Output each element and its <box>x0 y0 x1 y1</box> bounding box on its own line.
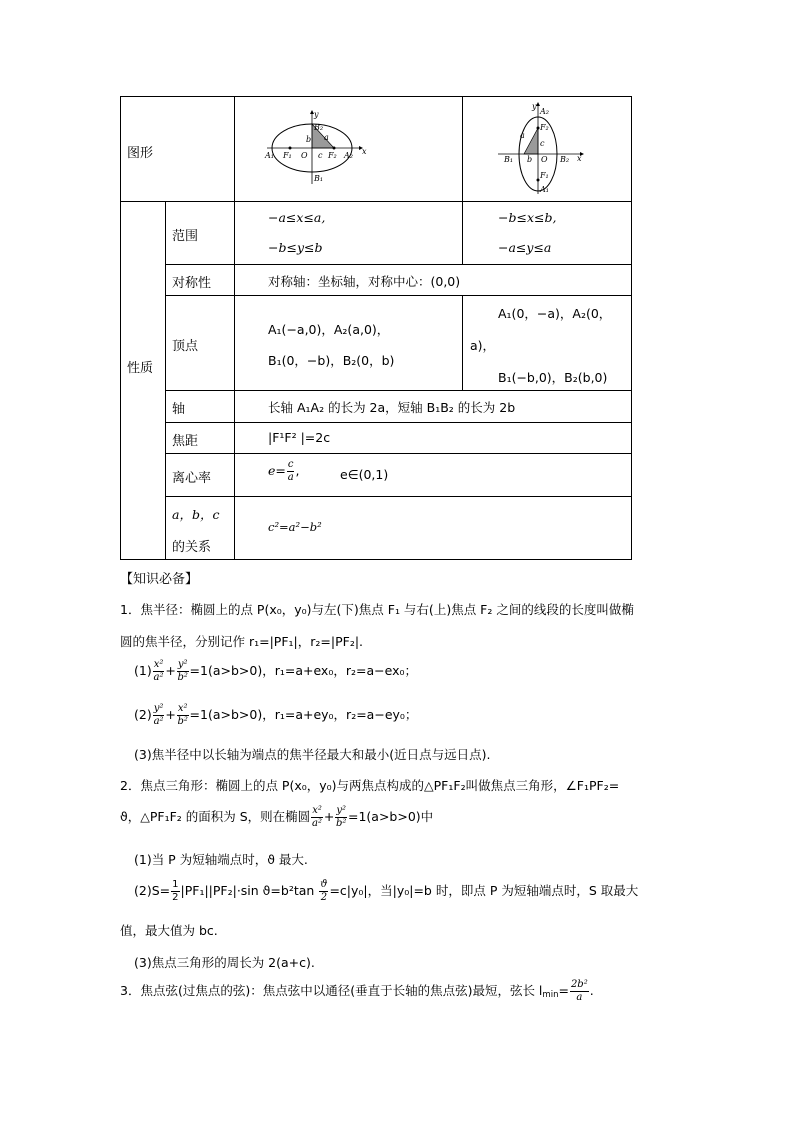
focal-radius-para-1: 1．焦半径：椭圆上的点 P(x₀，y₀)与左(下)焦点 F₁ 与右(上)焦点 F₂ 之间的线段的长度叫做椭 <box>120 602 634 617</box>
focal-triangle-para-1: 2．焦点三角形：椭圆上的点 P(x₀，y₀)与两焦点构成的△PF₁F₂叫做焦点三角形，∠F₁PF₂= <box>120 778 620 793</box>
focal-chord-para: 3．焦点弦(过焦点的弦)：焦点弦中以通径(垂直于长轴的焦点弦)最短，弦长 $l_{min}=$ $\frac{\text{2b²}}{a}$ . <box>120 979 594 1003</box>
label-x: x <box>577 154 582 163</box>
focal-triangle-item-3: (3)焦点三角形的周长为 2(a+c). <box>134 955 315 970</box>
label-y: y <box>532 102 537 111</box>
range-vertical-2: −a≤y≤a <box>498 240 552 255</box>
focal-triangle-item-2: (2)S= $\frac{1}{2}$ |PF₁||PF₂|·sin ϑ=b²tan $\frac{ϑ}{2}$ =c|y₀|，当|y₀|=b 时，即点 P 为短轴端点时，S 取最大 <box>134 879 639 903</box>
label-A1: A₁ <box>540 185 549 194</box>
label-a: a <box>520 131 525 140</box>
label-F1: F₁ <box>283 151 292 160</box>
label-b: b <box>527 155 533 164</box>
label-A1: A₁ <box>265 151 274 160</box>
row-label-eccentricity: 离心率 <box>172 471 212 486</box>
row-label-axis: 轴 <box>172 402 186 417</box>
label-F2: F₂ <box>540 123 549 132</box>
vertex-vertical-3: B₁(−b,0)，B₂(b,0) <box>498 370 608 385</box>
focal-triangle-para-2: ϑ，△PF₁F₂ 的面积为 S，则在椭圆 $\frac{\text{x²}}{\text{a²}}$ + $\frac{\text{y²}}{\text{b²}}$ =1(a>b>0)中 <box>120 805 434 829</box>
label-B2: B₂ <box>560 155 570 164</box>
label-c: c <box>540 139 545 148</box>
label-x: x <box>362 147 367 156</box>
section-heading: 【知识必备】 <box>120 572 199 587</box>
focal-radius-item-2: (2) $\frac{\text{y²}}{\text{a²}}$ + $\frac{\text{x²}}{\text{b²}}$ =1(a>b>0)，r₁=a+ey₀，r₂=a−ey₀； <box>134 703 418 727</box>
label-A2: A₂ <box>344 151 353 160</box>
label-O: O <box>541 155 548 164</box>
symmetry-value: 对称轴：坐标轴，对称中心：(0,0) <box>268 274 461 289</box>
axis-value: 长轴 A₁A₂ 的长为 2a，短轴 B₁B₂ 的长为 2b <box>268 400 516 415</box>
row-label-range: 范围 <box>172 229 199 244</box>
vertical-ellipse-figure <box>494 100 586 196</box>
label-A2: A₂ <box>540 107 549 116</box>
range-vertical-1: −b≤x≤b, <box>498 210 557 225</box>
focal-value: |F¹F² |=2c <box>268 430 331 445</box>
row-label-focal: 焦距 <box>172 434 199 449</box>
focal-radius-item-1: (1) $\frac{\text{x²}}{\text{a²}}$ + $\frac{\text{y²}}{\text{b²}}$ =1(a>b>0)，r₁=a+ex₀，r₂=a−ex₀； <box>134 659 417 683</box>
focal-triangle-item-2-cont: 值，最大值为 bc. <box>120 923 218 938</box>
focal-radius-para-2: 圆的焦半径，分别记作 r₁=|PF₁|，r₂=|PF₂|. <box>120 634 364 649</box>
focal-radius-item-3: (3)焦半径中以长轴为端点的焦半径最大和最小(近日点与远日点). <box>134 747 491 762</box>
group-label-properties: 性质 <box>127 361 154 376</box>
abc-relation: c²=a²−b² <box>268 520 322 534</box>
focal-triangle-item-1: (1)当 P 为短轴端点时，ϑ 最大. <box>134 852 308 867</box>
label-b: b <box>306 135 312 144</box>
label-B1: B₁ <box>504 155 514 164</box>
range-horizontal-2: −b≤y≤b <box>268 240 323 255</box>
vertex-horizontal-2: B₁(0，−b)，B₂(0，b) <box>268 353 395 368</box>
label-F1: F₁ <box>540 171 549 180</box>
vertex-vertical-2: a)， <box>470 338 496 353</box>
vertex-horizontal-1: A₁(−a,0)，A₂(a,0)， <box>268 322 390 337</box>
row-label-vertex: 顶点 <box>172 339 199 354</box>
label-a: a <box>324 133 329 142</box>
row-label-graph: 图形 <box>127 146 154 161</box>
label-c: c <box>318 151 323 160</box>
row-label-symmetry: 对称性 <box>172 276 212 291</box>
vertex-vertical-1: A₁(0，−a)，A₂(0， <box>498 306 612 321</box>
label-F2: F₂ <box>328 151 337 160</box>
eccentricity-formula: e= $\frac{c}{a}$ , <box>268 459 300 483</box>
label-B1: B₁ <box>314 174 324 183</box>
horizontal-ellipse-figure <box>262 108 372 188</box>
row-label-abc-1: a，b，c <box>172 507 220 522</box>
label-y: y <box>314 110 319 119</box>
label-O: O <box>301 151 308 160</box>
eccentricity-range: e∈(0,1) <box>340 467 389 482</box>
row-label-abc-2: 的关系 <box>172 540 212 555</box>
range-horizontal-1: −a≤x≤a, <box>268 210 326 225</box>
label-B2: B₂ <box>314 123 324 132</box>
